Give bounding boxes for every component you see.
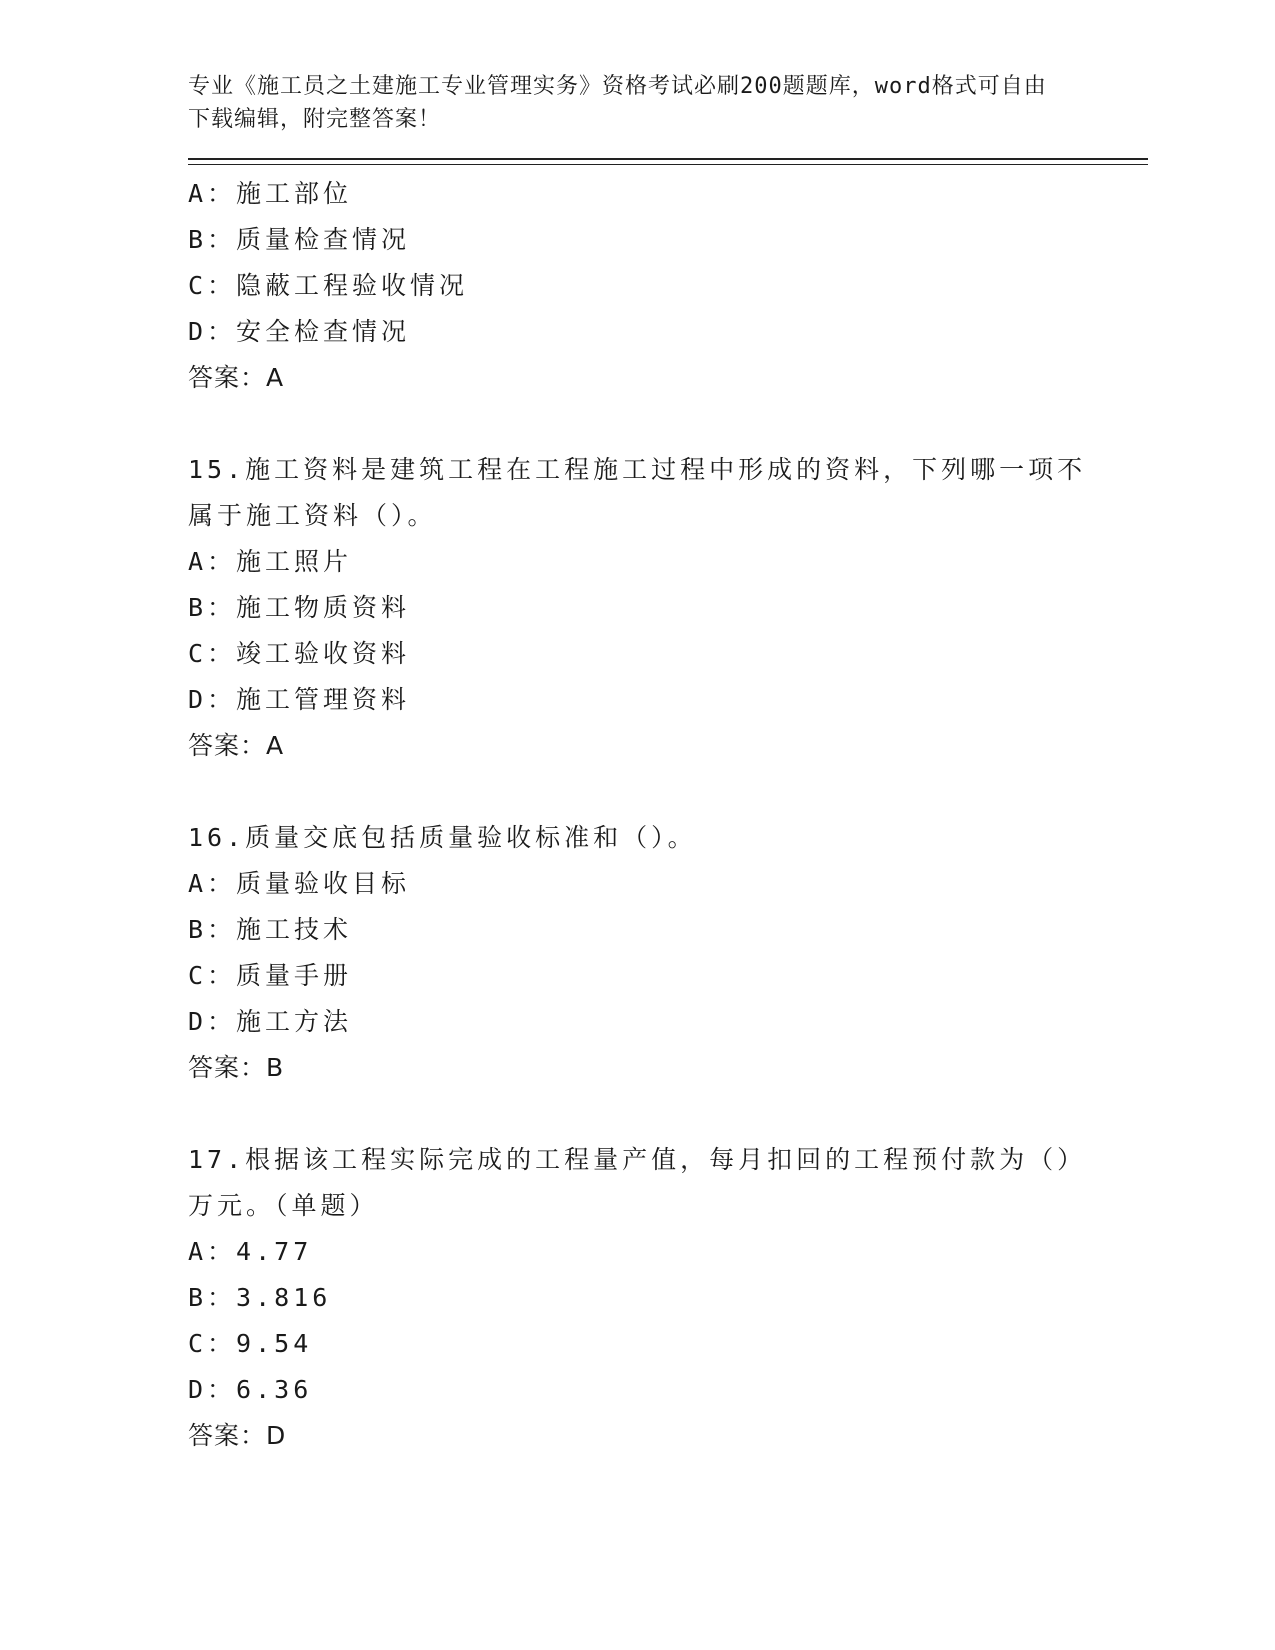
option-d: D：施工方法 (188, 1007, 353, 1036)
document-page (188, 70, 1148, 1459)
question-text: 17.根据该工程实际完成的工程量产值，每月扣回的工程预付款为（）万元。（单题） (188, 1145, 1087, 1220)
answer-line: 答案：A (188, 731, 285, 760)
answer-line: 答案：B (188, 1053, 285, 1082)
option-b: B：3.816 (188, 1283, 332, 1312)
option-a: A：施工照片 (188, 547, 353, 576)
option-a: A：4.77 (188, 1237, 313, 1266)
question-17 (188, 1137, 1148, 1459)
question-text: 15.施工资料是建筑工程在工程施工过程中形成的资料，下列哪一项不属于施工资料（）。 (188, 455, 1087, 530)
option-c: C：竣工验收资料 (188, 639, 411, 668)
question-15 (188, 447, 1148, 769)
answer-line: 答案：A (188, 363, 285, 392)
question-16 (188, 815, 1148, 1091)
option-a: A：施工部位 (188, 179, 353, 208)
option-c: C：质量手册 (188, 961, 353, 990)
question-carryover (188, 171, 1148, 401)
option-c: C：隐蔽工程验收情况 (188, 271, 469, 300)
question-text: 16.质量交底包括质量验收标准和（）。 (188, 823, 697, 852)
header-divider (188, 158, 1148, 165)
option-d: D：6.36 (188, 1375, 313, 1404)
option-b: B：质量检查情况 (188, 225, 411, 254)
option-d: D：安全检查情况 (188, 317, 411, 346)
option-b: B：施工技术 (188, 915, 353, 944)
option-a: A：质量验收目标 (188, 869, 411, 898)
option-b: B：施工物质资料 (188, 593, 411, 622)
option-d: D：施工管理资料 (188, 685, 411, 714)
document-header: 专业《施工员之土建施工专业管理实务》资格考试必刷200题题库，word格式可自由下载编辑，附完整答案！ (188, 74, 1047, 132)
option-c: C：9.54 (188, 1329, 313, 1358)
answer-line: 答案：D (188, 1421, 287, 1450)
